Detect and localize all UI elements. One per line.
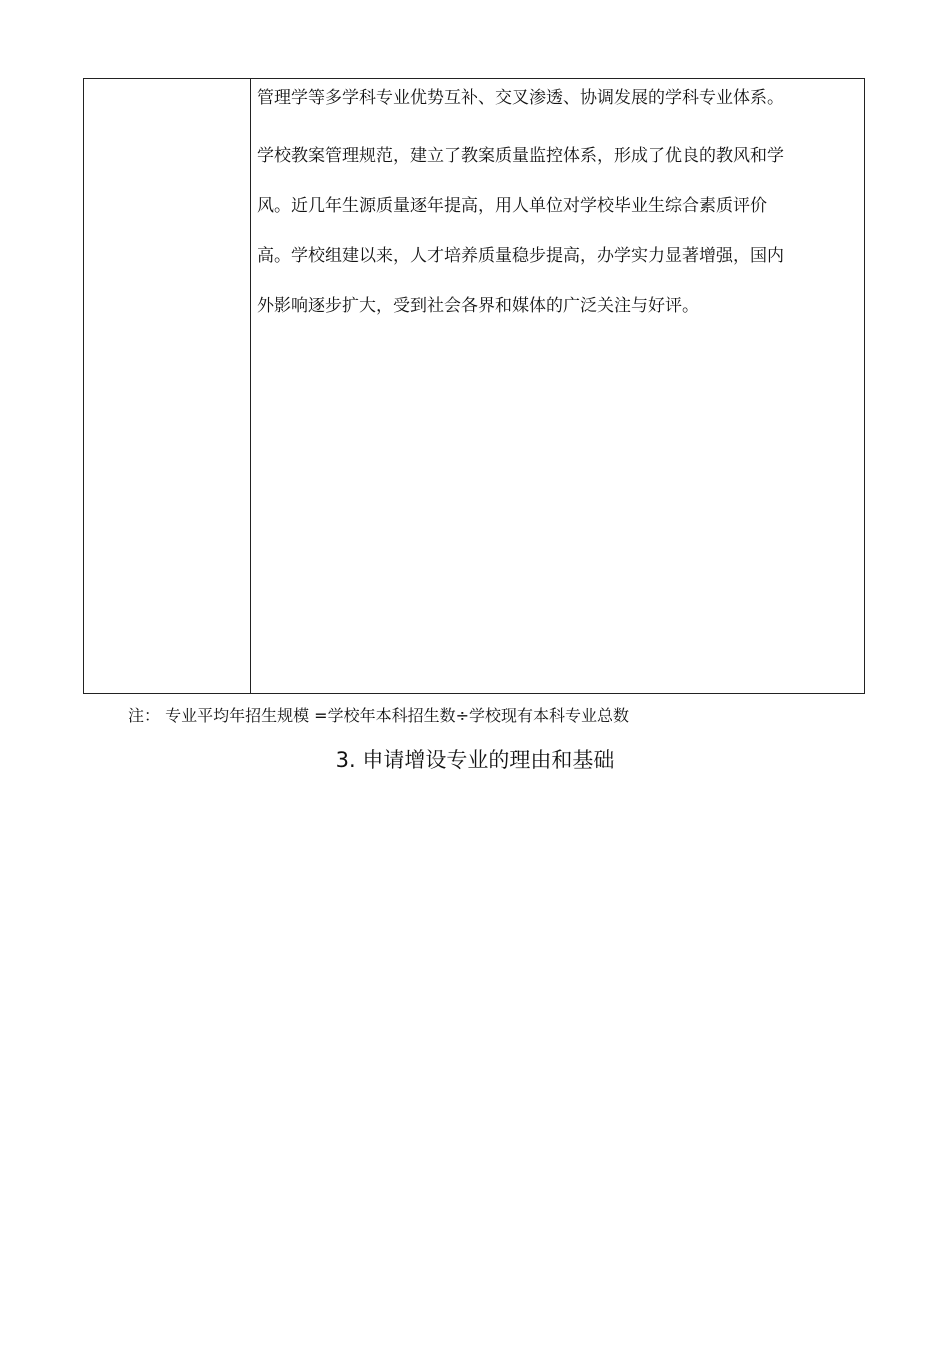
table-content-cell xyxy=(251,79,864,693)
table-label-cell xyxy=(84,79,251,693)
content-line: 高。学校组建以来，人才培养质量稳步提高，办学实力显著增强，国内 xyxy=(257,246,784,266)
table-footnote: 注： 专业平均年招生规模 =学校年本科招生数÷学校现有本科专业总数 xyxy=(128,706,629,725)
content-line: 学校教案管理规范，建立了教案质量监控体系，形成了优良的教风和学 xyxy=(257,146,784,166)
section-heading: 3. 申请增设专业的理由和基础 xyxy=(335,748,615,772)
content-line: 风。近几年生源质量逐年提高，用人单位对学校毕业生综合素质评价 xyxy=(257,196,767,216)
info-table xyxy=(83,78,865,694)
content-line: 外影响逐步扩大，受到社会各界和媒体的广泛关注与好评。 xyxy=(257,296,699,316)
content-line: 管理学等多学科专业优势互补、交叉渗透、协调发展的学科专业体系。 xyxy=(257,88,784,108)
